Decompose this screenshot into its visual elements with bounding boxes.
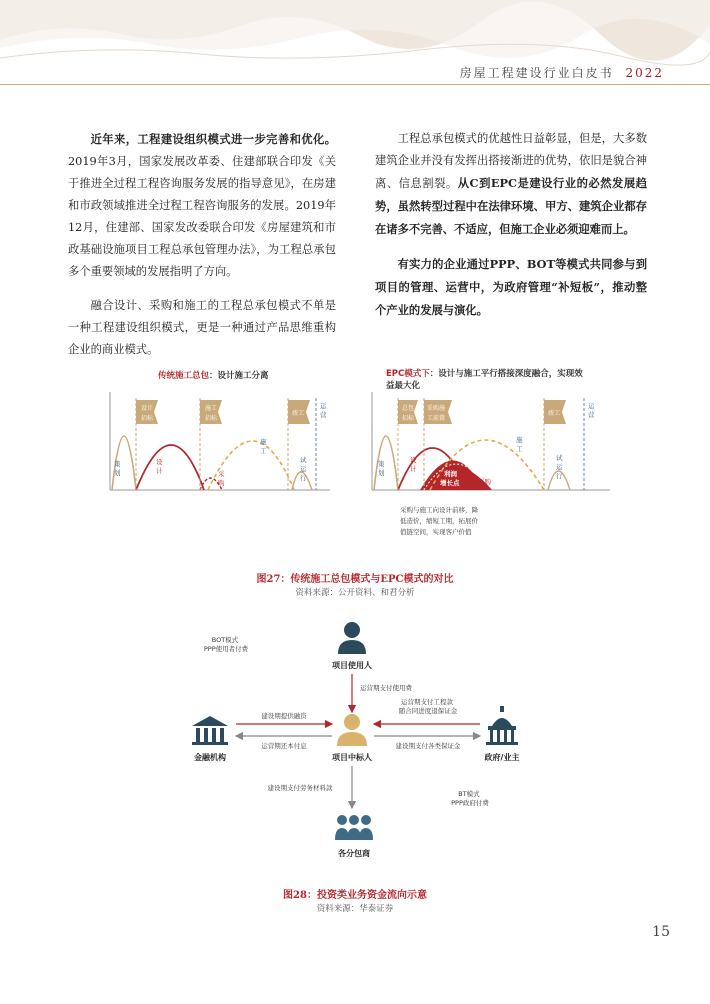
bank-icon — [192, 716, 228, 745]
label-op-pay-project: 运营期支付工程款 随合同进度退保证金 — [398, 698, 458, 715]
left-label-procurement: 采购 — [218, 470, 225, 487]
figure-27-diagram — [100, 362, 630, 552]
left-flag-design-bid — [136, 398, 158, 490]
right-flag-general-bid — [398, 398, 418, 490]
left-label-planning: 策划 — [114, 460, 121, 477]
figure-27-source: 资料来源：公开资料、和君分析 — [295, 588, 415, 598]
group-icon — [335, 815, 373, 840]
right-paragraph-1 — [375, 128, 647, 241]
svg-text:竣工: 竣工 — [548, 410, 561, 417]
left-label-construction: 施工 — [260, 438, 267, 455]
left-design-curve — [136, 445, 204, 490]
right-paragraph-2 — [375, 253, 647, 322]
left-diagram-title: 传统施工总包：设计施工分离 — [158, 371, 269, 381]
label-op-pay-use-fee: 运营期支付使用费 — [360, 684, 412, 692]
left-p1-bold: 近年来，工程建设组织模式进一步完善和优化。 — [90, 132, 336, 146]
person-icon — [338, 622, 366, 654]
label-bt-ppp-gov-pay: BT模式 PPP政府付费 — [451, 790, 489, 807]
svg-text:总包: 总包 — [402, 405, 415, 412]
header-mountain-decoration — [0, 0, 710, 66]
svg-text:设计: 设计 — [141, 405, 154, 412]
figure-27-caption — [0, 570, 710, 598]
page-header — [460, 64, 664, 81]
right-p2-bold: 有实力的企业通过PPP、BOT等模式共同参与到项目的管理、运营中，为政府管理“补短板”，推动整个产业的发展与演化。 — [375, 257, 647, 317]
label-const-deposit: 建设期支付各类保证金 — [395, 742, 461, 750]
manager-icon — [337, 714, 367, 746]
right-label-design: 设计 — [410, 456, 417, 473]
left-label-operation: 运营 — [320, 402, 327, 419]
left-label-design: 设计 — [156, 458, 163, 475]
svg-text:招标: 招标 — [205, 415, 218, 422]
svg-text:招标: 招标 — [402, 415, 415, 422]
label-const-pay-materials: 建设期支付劳务材料款 — [267, 784, 333, 792]
label-bot-ppp-user-pay: BOT模式 PPP使用者付费 — [203, 636, 249, 653]
left-paragraph-1 — [68, 128, 336, 283]
label-op-repay: 运营期还本付息 — [261, 742, 307, 750]
right-flag-completion — [544, 398, 566, 490]
right-diagram-title: EPC模式下：设计与施工平行搭接深度融合，实现效 — [386, 369, 583, 379]
svg-text:竣工: 竣工 — [292, 410, 305, 417]
right-label-trial: 试运行 — [556, 454, 563, 480]
left-label-trial: 试运行 — [300, 456, 307, 482]
right-label-construction: 施工 — [516, 436, 523, 453]
traditional-diagram — [110, 392, 330, 490]
left-paragraph-2: 融合设计、采购和施工的工程总承包模式不单是一种工程建设组织模式，更是一种通过产品思维重构企业的商业模式。 — [68, 299, 336, 356]
label-const-financing: 建设期提供融资 — [261, 712, 307, 720]
right-label-operation: 运营 — [588, 402, 595, 419]
epc-diagram — [372, 392, 610, 536]
figure-28-title: 图28：投资类业务资金流向示意 — [283, 890, 427, 901]
label-subcontractors: 各分包商 — [338, 849, 370, 858]
right-column — [375, 128, 647, 334]
header-year: 2022 — [625, 66, 664, 80]
figure-28-caption — [0, 886, 710, 914]
right-p1-normal: 工程总承包模式的优越性日益彰显，但是，大多数建筑企业并没有发挥出搭接渐进的优势，依旧是貌合神离、信息割裂。 — [375, 132, 647, 190]
svg-text:招标: 招标 — [141, 415, 154, 422]
page-number: 15 — [652, 924, 670, 940]
figure-27-title: 图27：传统施工总包模式与EPC模式的对比 — [256, 574, 454, 585]
figure-28-diagram — [170, 618, 570, 878]
header-title: 房屋工程建设行业白皮书 — [459, 66, 614, 80]
label-project-user: 项目使用人 — [332, 661, 372, 670]
left-column — [68, 128, 336, 373]
capitol-icon — [486, 706, 518, 745]
left-p1-rest: 2019年3月，国家发展改革委、住建部联合印发《关于推进全过程工程咨询服务发展的指导意见》，在房建和市政领域推进全过程工程咨询服务的发展。2019年12月，住建部、国家发改委联合印发《房屋建筑和市政基础设施项目工程总承包管理办法》，为工程总承包多个重要领域的发展指明了方向。 — [68, 155, 336, 278]
header-divider — [0, 84, 710, 85]
right-label-profit: 利润增长点 — [440, 470, 460, 487]
label-government: 政府/业主 — [484, 753, 520, 762]
epc-note: 采购与施工向设计前移，降 低造价，缩短工期，拓展价 值链空间，实现客户价值 — [400, 506, 478, 536]
svg-text:工前置: 工前置 — [427, 415, 446, 422]
right-label-procurement: 采购 — [478, 478, 491, 486]
right-p1-bold: 从C到EPC是建设行业的必然发展趋势，虽然转型过程中在法律环境、甲方、建筑企业都存在诸多不完善、不适应，但施工企业必须迎难而上。 — [375, 176, 647, 236]
label-project-winner: 项目中标人 — [332, 753, 372, 762]
label-finance: 金融机构 — [194, 753, 226, 762]
figure-28-source: 资料来源：华泰证券 — [316, 904, 394, 914]
svg-text:施工: 施工 — [205, 405, 218, 412]
svg-text:采购施: 采购施 — [427, 405, 446, 412]
right-label-planning: 策划 — [378, 460, 385, 477]
right-diagram-title-line2: 益最大化 — [386, 381, 421, 391]
